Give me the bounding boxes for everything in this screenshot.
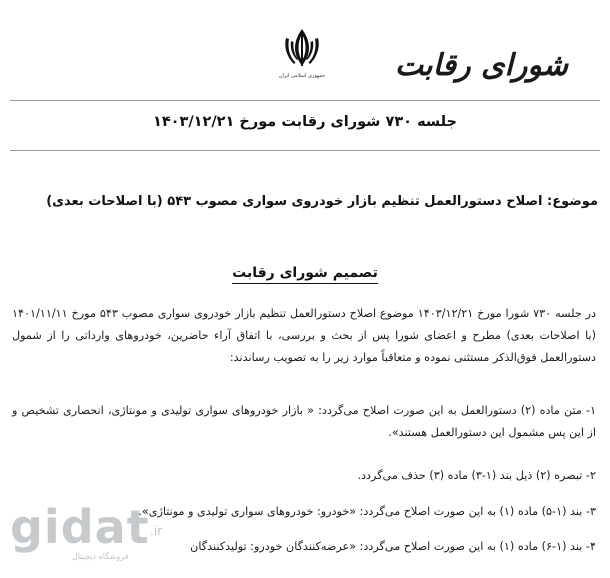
title-divider — [10, 150, 600, 151]
resolution-item-1: ۱- متن ماده (۲) دستورالعمل به این صورت اصلاح می‌گردد: « بازار خودروهای سواری تولیدی و مونتاژی، انحصاری تشخیص و از این پس مشمول این دستورالعمل هستند». — [12, 404, 596, 439]
resolution-item-3: ۳- بند (۱-۵) ماده (۱) به این صورت اصلاح می‌گردد: «خودرو: خودروهای سواری تولیدی و مونتاژی». — [138, 505, 596, 518]
letterhead — [0, 0, 610, 100]
decision-heading-text: تصمیم شورای رقابت — [232, 265, 378, 284]
iran-emblem-icon — [280, 26, 324, 70]
site-watermark — [10, 500, 180, 566]
watermark-tagline: فروشگاه دیجیتال — [72, 552, 129, 561]
decision-heading — [0, 265, 610, 281]
resolution-item-4: ۴- بند (۱-۶) ماده (۱) به این صورت اصلاح می‌گردد: «عرضه‌کنندگان خودرو: تولیدکنندگان — [190, 540, 596, 553]
competition-council-logo: شورای رقابت — [394, 48, 568, 83]
intro-paragraph: در جلسه ۷۳۰ شورا مورخ ۱۴۰۳/۱۲/۲۱ موضوع اصلاح دستورالعمل تنظیم بازار خودروی سواری مصوب ۵۴۳ مورخ ۱۴۰۱/۱۱/۱۱ (با اصلاحات بعدی) مطرح و اعضای شورا پس از بحث و بررسی، با اتفاق آراء حاضرین، خودروهای وارداتی را از شمول دستورالعمل فوق‌الذکر مستثنی نموده و متعاقباً موارد زیر را به تصویب رساندند: — [12, 307, 596, 364]
watermark-tld: .ir — [150, 524, 163, 538]
national-emblem — [272, 26, 332, 90]
subject-line: موضوع: اصلاح دستورالعمل تنظیم بازار خودروی سواری مصوب ۵۴۳ (با اصلاحات بعدی) — [46, 194, 598, 209]
emblem-caption: جمهوری اسلامی ایران — [278, 73, 326, 79]
resolution-item-2: ۲- تبصره (۲) ذیل بند (۱-۳) ماده (۳) حذف می‌گردد. — [357, 469, 596, 482]
header-divider — [10, 100, 600, 101]
session-title: جلسه ۷۳۰ شورای رقابت مورخ ۱۴۰۳/۱۲/۲۱ — [152, 114, 458, 130]
watermark-brand: gidat — [10, 500, 150, 554]
